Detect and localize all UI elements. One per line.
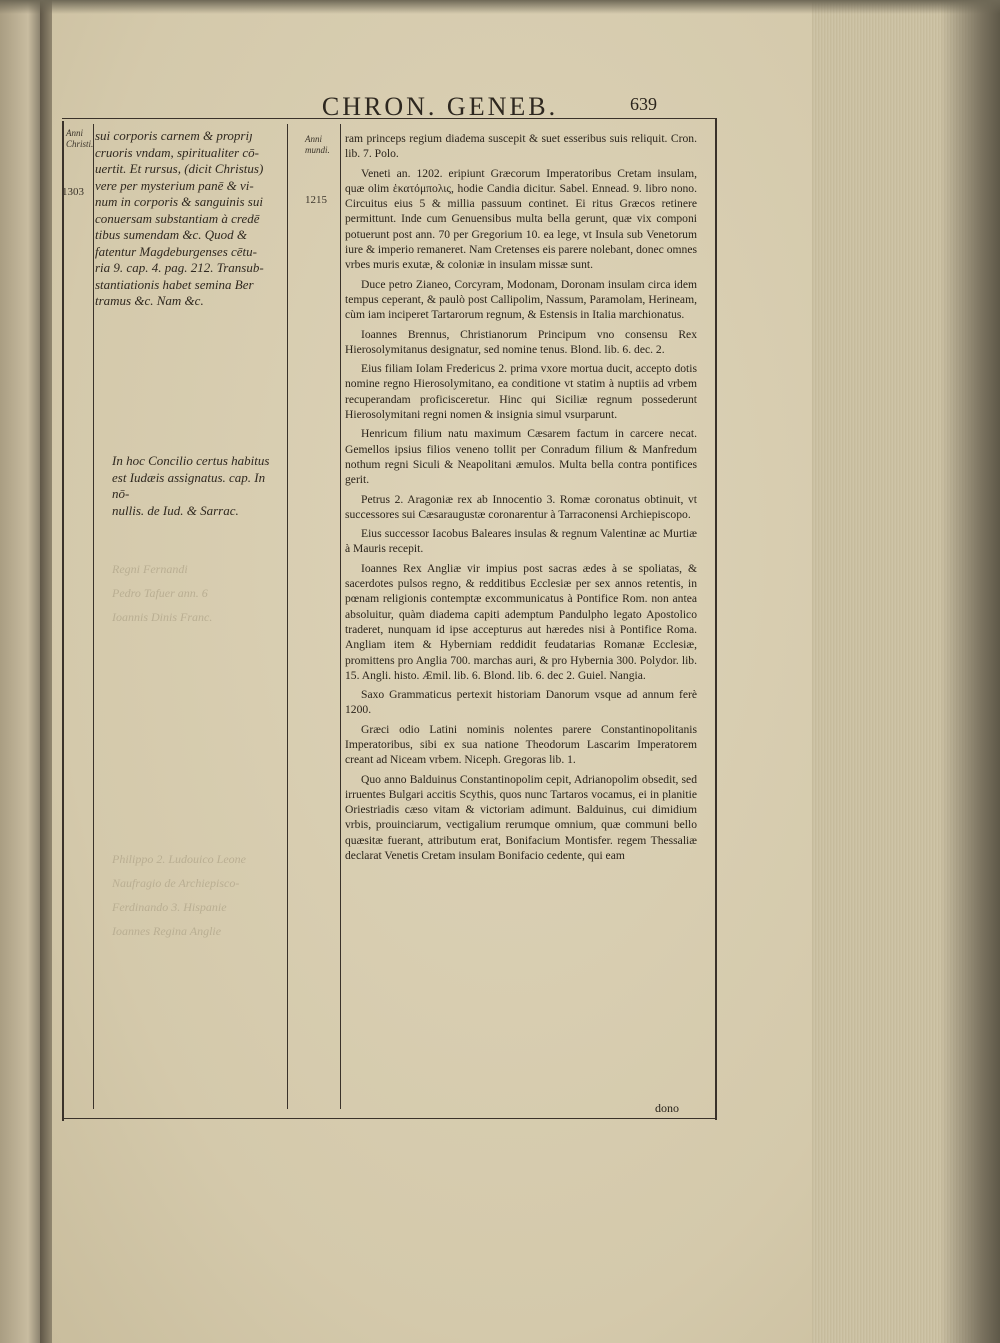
margin-line: tibus sumendam &c. Quod & [95, 227, 248, 242]
margin-note [112, 453, 284, 519]
margin-line: tramus &c. Nam &c. [95, 293, 204, 308]
ghost-line: Philippo 2. Ludouico Leone [112, 852, 246, 866]
margin-line: stantiationis habet semina Ber [95, 276, 254, 292]
margin-line: num in corporis & sanguinis sui [95, 194, 263, 209]
margin-note-line: est Iudæis assignatus. cap. In nō- [112, 469, 266, 501]
paragraph: Duce petro Zianeo, Corcyram, Modonam, Doronam insulam circa idem tempus ceperant, & paulò post Callipolim, Nassum, Paramolam, Herineam, cùm iam inciperet Tartarorum regnum, & Estensis in Italia marchionatus. [345, 277, 697, 322]
margin-note-line: nullis. de Iud. & Sarrac. [112, 502, 239, 518]
ghost-line: Ioannes Regina Anglie [112, 924, 222, 938]
top-shadow [0, 0, 1000, 14]
ghost-line: Ioannis Dinis Franc. [112, 610, 213, 624]
paragraph: Saxo Grammaticus pertexit historiam Danorum vsque ad annum ferè 1200. [345, 688, 697, 717]
ghost-line: Regni Fernandi [112, 562, 188, 576]
margin-note-line: In hoc Concilio certus habitus [112, 453, 270, 468]
anni-mundi-label: Anni mundi. [305, 134, 330, 155]
margin-line: sui corporis carnem & propriȷ [95, 128, 253, 143]
margin-line: fatentur Magdeburgenses cētu- [95, 243, 257, 259]
paragraph: Quo anno Balduinus Constantinopolim cepit, Adrianopolim obsedit, sed irruentes Bulgari accitis Scythis, quos nunc Tartaros vocamus, ei in planitie Oriestriadis cæso vitam & victoriam adimunt. Balduinus, cui dimidium vrbis, prouinciarum, vectigalium rerumque omnium, quæ communi bello quæsitæ fuerant, attributum erat, Bonifacium Montisfer. regem Thessaliæ declarat Venetis Cretam insulam Bonifacio cedente, qui eam [345, 772, 697, 863]
ghost-line: Pedro Tafuer ann. 6 [112, 586, 208, 600]
bleed-through-text [112, 560, 292, 632]
bleed-through-text [112, 850, 292, 946]
frame-left-rule [62, 121, 64, 1121]
margin-line: cruoris vndam, spiritualiter cō- [95, 144, 259, 160]
anni-christi-label: Anni Christi. [66, 128, 94, 149]
paragraph: ram princeps regium diadema suscepit & suet esseribus suis reliquit. Cron. lib. 7. Polo. [345, 132, 697, 161]
margin-left-rule [93, 124, 94, 1109]
paragraph: Ioannes Rex Angliæ vir impius post sacras ædes à se spoliatas, & sacerdotes pulsos regno, & redditibus Ecclesiæ per sex annos retentis, in pœnam religionis contemptæ excommunicatus à Pontifice Rom. non antea absoluitur, quàm diadema capiti ademptum Pandulpho legato Apostolico traderet, nunquam id ipse accepturus aut hæredes nisi à Pontifice Roma. Angliam item & Hyberniam reddidit feudatarias Romanæ Ecclesiæ, promittens pro Anglia 700. marchas auri, & pro Hybernia 300. Polydor. lib. 15. Angli. histo. Æmil. lib. 6. Blond. lib. 6. dec 2. Guiel. Nangia. [345, 561, 697, 682]
paragraph: Veneti an. 1202. eripiunt Græcorum Imperatoribus Cretam insulam, quæ olim ἑκατόμπολις, hodie Candia dicitur. Sabel. Ennead. 9. libro nono. Circuitus eius 5 & millia passuum continet. Ei ritus Græcos retinere permittunt. Inde cum Genuensibus multa bella gerunt, quæ vix componi potuerunt post ann. 70 per Gregorium 10. ea lege, vt Insula sub Venetorum iure & imperio remaneret. Nam Cretenses eis parere nolebant, donec omnes vrbes muris exutæ, & coloniæ in insulam missæ sunt. [345, 166, 697, 272]
paragraph: Eius filiam Iolam Fredericus 2. prima vxore mortua ducit, accepto dotis nomine regno Hierosolymitano, ea conditione vt statim à nuptiis ad vrbem recuperandam proficisceretur. Hinc qui Siciliæ regnum possederunt Hierosolymitani regni nomen & insignia simul vsurparunt. [345, 362, 697, 422]
anni-christi-year: 1303 [62, 186, 84, 198]
paragraph: Petrus 2. Aragoniæ rex ab Innocentio 3. Romæ coronatus obtinuit, vt successores sui Cæsaraugustæ coronarentur à Tarraconensi Archiepiscopo. [345, 492, 697, 521]
ghost-line: Naufragio de Archiepisco- [112, 876, 240, 890]
frame-right-rule [715, 118, 717, 1120]
paragraph: Ioannes Brennus, Christianorum Principum vno consensu Rex Hierosolymitanus designatur, sed nomine tenus. Blond. lib. 6. dec. 2. [345, 327, 697, 356]
ghost-line: Ferdinando 3. Hispanie [112, 900, 227, 914]
anni-mundi-year: 1215 [305, 194, 327, 206]
page-block-edges [812, 0, 1000, 1343]
margin-column-text [95, 128, 281, 310]
margin-line: vere per mysterium panē & vi- [95, 177, 254, 193]
margin-line: ria 9. cap. 4. pag. 212. Transub- [95, 260, 264, 275]
main-text-column [345, 131, 697, 867]
page-number: 639 [630, 94, 657, 114]
footer-rule [62, 1118, 717, 1119]
paragraph: Græci odio Latini nominis nolentes parere Constantinopolitanis Imperatoribus, sibi ex sua natione Theodorum Lascarim Imperatorem creant ad Niceam vrbem. Niceph. Gregoras lib. 1. [345, 722, 697, 767]
catchword: dono [655, 1101, 679, 1115]
margin-line: conuersam substantiam à credē [95, 210, 260, 226]
running-title: CHRON. GENEB. [321, 92, 559, 121]
main-left-rule [340, 124, 341, 1109]
previous-page-edge [0, 0, 40, 1343]
margin-line: uertit. Et rursus, (dicit Christus) [95, 161, 264, 176]
paragraph: Henricum filium natu maximum Cæsarem factum in carcere necat. Gemellos ipsius filios veneno tollit per Conradum filium & Manfredum nothum regni Siculi & Neapolitani æmulos. Multa bella contra pontifices gerit. [345, 427, 697, 487]
paragraph: Eius successor Iacobus Baleares insulas & regnum Valentinæ ac Murtiæ à Mauris recepit. [345, 527, 697, 556]
